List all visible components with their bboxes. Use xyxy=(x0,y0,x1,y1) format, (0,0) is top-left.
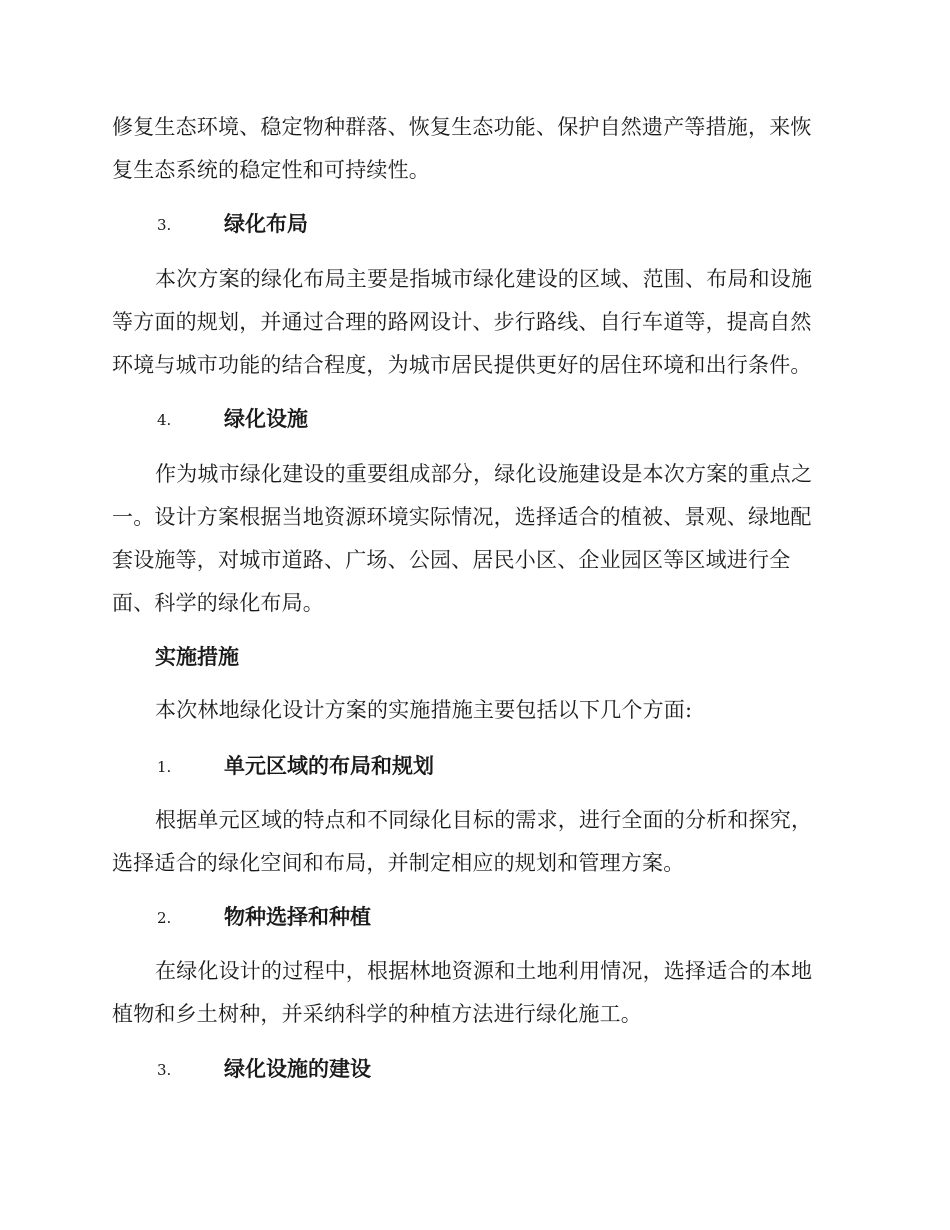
heading-title: 物种选择和种植 xyxy=(224,905,371,929)
paragraph-greening-facilities: 作为城市绿化建设的重要组成部分，绿化设施建设是本次方案的重点之一。设计方案根据当地资源环境实际情况，选择适合的植被、景观、绿地配套设施等，对城市道路、广场、公园、居民小区、企业园区等区域进行全面、科学的绿化布局。 xyxy=(112,462,813,615)
heading-number: 3. xyxy=(157,216,172,234)
heading-number: 2. xyxy=(157,909,172,927)
heading-greening-layout xyxy=(112,209,832,239)
heading-facility-construction xyxy=(112,1054,832,1084)
heading-number: 4. xyxy=(157,411,172,429)
heading-species-planting xyxy=(112,902,832,932)
heading-title: 绿化设施 xyxy=(224,407,308,431)
paragraph-implementation-intro: 本次林地绿化设计方案的实施措施主要包括以下几个方面: xyxy=(155,698,693,722)
paragraph-unit-layout: 根据单元区域的特点和不同绿化目标的需求，进行全面的分析和探究，选择适合的绿化空间和布局，并制定相应的规划和管理方案。 xyxy=(112,808,813,875)
heading-implementation-measures xyxy=(112,642,832,672)
paragraph-ecology-restoration: 修复生态环境、稳定物种群落、恢复生态功能、保护自然遗产等措施，来恢复生态系统的稳定性和可持续性。 xyxy=(112,115,812,182)
heading-unit-layout xyxy=(112,751,832,781)
heading-title: 单元区域的布局和规划 xyxy=(224,754,434,778)
paragraph-species-planting: 在绿化设计的过程中，根据林地资源和土地利用情况，选择适合的本地植物和乡土树种，并采纳科学的种植方法进行绿化施工。 xyxy=(112,959,813,1026)
heading-title: 实施措施 xyxy=(155,645,239,669)
paragraph-greening-layout: 本次方案的绿化布局主要是指城市绿化建设的区域、范围、布局和设施等方面的规划，并通过合理的路网设计、步行路线、自行车道等，提高自然环境与城市功能的结合程度，为城市居民提供更好的居住环境和出行条件。 xyxy=(112,267,813,377)
heading-greening-facilities xyxy=(112,404,832,434)
heading-number: 1. xyxy=(157,758,172,776)
heading-number: 3. xyxy=(157,1061,172,1079)
heading-title: 绿化布局 xyxy=(224,212,308,236)
heading-title: 绿化设施的建设 xyxy=(224,1057,371,1081)
